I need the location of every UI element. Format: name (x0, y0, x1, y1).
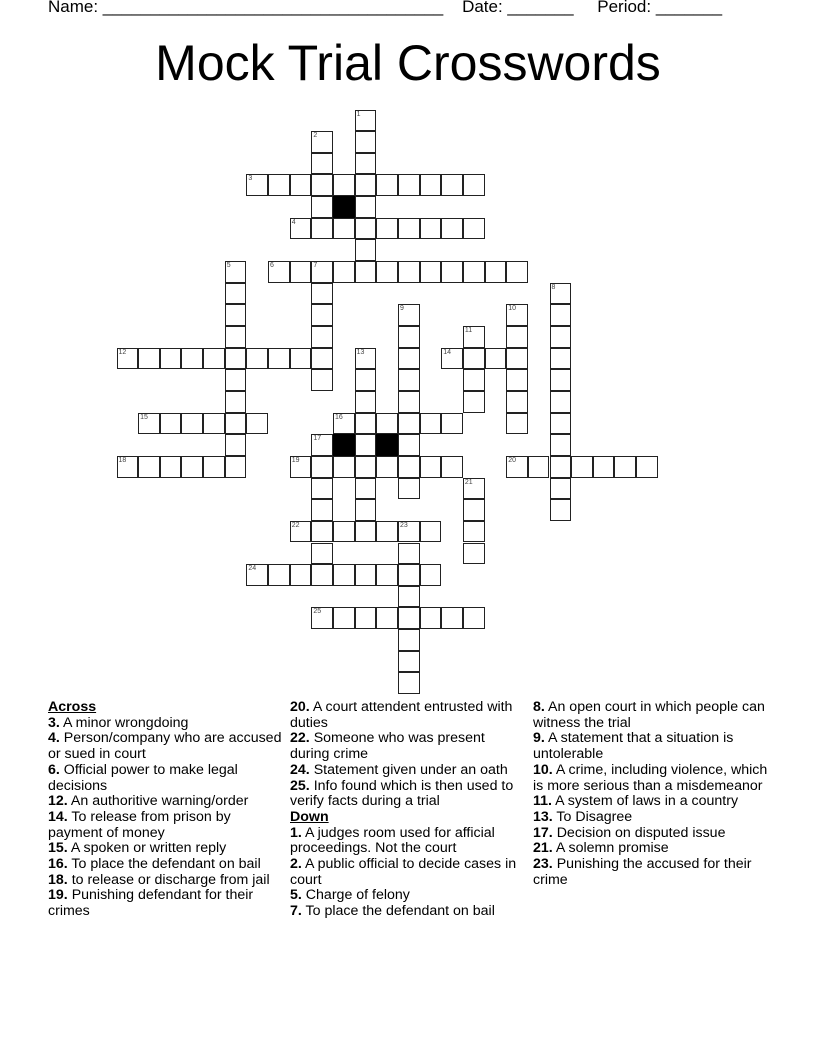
grid-cell[interactable] (463, 478, 485, 500)
grid-cell[interactable] (550, 391, 572, 413)
grid-cell[interactable] (355, 110, 377, 132)
block-cell (376, 434, 398, 456)
grid-cell[interactable] (614, 456, 636, 478)
grid-cell[interactable] (571, 456, 593, 478)
grid-cell[interactable] (355, 434, 377, 456)
grid-cell[interactable] (311, 153, 333, 175)
grid-cell[interactable] (463, 369, 485, 391)
grid-cell[interactable] (225, 369, 247, 391)
grid-cell[interactable] (225, 456, 247, 478)
clue-number: 18 (118, 456, 127, 464)
grid-cell[interactable] (311, 304, 333, 326)
grid-cell[interactable] (463, 218, 485, 240)
clue-across-18: 18. to release or discharge from jail (48, 871, 270, 888)
grid-cell[interactable] (311, 131, 333, 153)
grid-cell[interactable] (376, 564, 398, 586)
grid-cell[interactable] (203, 456, 225, 478)
grid-cell[interactable] (550, 369, 572, 391)
grid-cell[interactable] (506, 261, 528, 283)
period-field[interactable]: Period: _______ (597, 0, 723, 16)
grid-cell[interactable] (355, 456, 377, 478)
grid-cell[interactable] (203, 413, 225, 435)
grid-cell[interactable] (550, 326, 572, 348)
clue-number: 13 (356, 348, 365, 356)
grid-cell[interactable] (398, 651, 420, 673)
grid-cell[interactable] (290, 348, 312, 370)
grid-cell[interactable] (420, 413, 442, 435)
grid-cell[interactable] (246, 564, 268, 586)
clue-number: 16 (335, 413, 343, 421)
grid-cell[interactable] (160, 413, 182, 435)
clue-number: 9 (399, 305, 404, 313)
clue-number: 19 (291, 456, 300, 464)
grid-cell[interactable] (463, 607, 485, 629)
clue-across-25: 25. Info found which is then used to verify facts during a trial (290, 777, 514, 810)
grid-cell[interactable] (181, 413, 203, 435)
grid-cell[interactable] (355, 413, 377, 435)
grid-cell[interactable] (463, 543, 485, 565)
clue-down-9: 9. A statement that a situation is untolerable (533, 730, 734, 763)
grid-cell[interactable] (593, 456, 615, 478)
clue-down-13: 13. To Disagree (533, 808, 633, 825)
grid-cell[interactable] (376, 413, 398, 435)
grid-cell[interactable] (398, 543, 420, 565)
grid-cell[interactable] (225, 434, 247, 456)
grid-cell[interactable] (355, 239, 377, 261)
grid-cell[interactable] (355, 196, 377, 218)
grid-cell[interactable] (117, 348, 139, 370)
grid-cell[interactable] (311, 521, 333, 543)
clue-across-24: 24. Statement given under an oath (290, 761, 508, 778)
block-cell (333, 434, 355, 456)
grid-cell[interactable] (463, 326, 485, 348)
grid-cell[interactable] (355, 391, 377, 413)
grid-cell[interactable] (463, 499, 485, 521)
grid-cell[interactable] (550, 434, 572, 456)
clue-number: 5 (226, 262, 231, 270)
clue-across-15: 15. A spoken or written reply (48, 840, 227, 857)
grid-cell[interactable] (311, 369, 333, 391)
grid-cell[interactable] (506, 348, 528, 370)
grid-cell[interactable] (246, 413, 268, 435)
across-heading: Across (48, 699, 97, 715)
grid-cell[interactable] (268, 564, 290, 586)
grid-cell[interactable] (355, 521, 377, 543)
grid-cell[interactable] (485, 348, 507, 370)
grid-cell[interactable] (355, 261, 377, 283)
grid-cell[interactable] (398, 369, 420, 391)
grid-cell[interactable] (311, 478, 333, 500)
clue-down-17: 17. Decision on disputed issue (533, 824, 726, 841)
grid-cell[interactable] (398, 629, 420, 651)
grid-cell[interactable] (311, 499, 333, 521)
grid-cell[interactable] (160, 348, 182, 370)
grid-cell[interactable] (333, 218, 355, 240)
grid-cell[interactable] (550, 413, 572, 435)
grid-cell[interactable] (203, 348, 225, 370)
grid-cell[interactable] (398, 218, 420, 240)
grid-cell[interactable] (181, 456, 203, 478)
down-heading: Down (290, 808, 329, 825)
grid-cell[interactable] (398, 413, 420, 435)
grid-cell[interactable] (376, 261, 398, 283)
grid-cell[interactable] (376, 174, 398, 196)
clue-down-21: 21. A solemn promise (533, 840, 669, 857)
grid-cell[interactable] (290, 218, 312, 240)
grid-cell[interactable] (550, 348, 572, 370)
grid-cell[interactable] (398, 586, 420, 608)
grid-cell[interactable] (398, 521, 420, 543)
clue-across-12: 12. An authoritive warning/order (48, 793, 249, 810)
clue-number: 17 (313, 435, 322, 443)
grid-cell[interactable] (225, 304, 247, 326)
clues-column-2 (290, 700, 525, 920)
clue-number: 12 (118, 348, 127, 356)
clue-number: 11 (464, 327, 473, 334)
grid-cell[interactable] (225, 261, 247, 283)
grid-cell[interactable] (311, 261, 333, 283)
crossword-grid (117, 110, 677, 710)
grid-cell[interactable] (636, 456, 658, 478)
grid-cell[interactable] (311, 564, 333, 586)
grid-cell[interactable] (485, 261, 507, 283)
grid-cell[interactable] (333, 607, 355, 629)
clue-down-8: 8. An open court in which people can witness the trial (533, 699, 765, 731)
grid-cell[interactable] (376, 456, 398, 478)
grid-cell[interactable] (398, 174, 420, 196)
clue-number: 25 (313, 608, 322, 616)
grid-cell[interactable] (290, 521, 312, 543)
grid-cell[interactable] (246, 348, 268, 370)
block-cell (333, 196, 355, 218)
grid-cell[interactable] (420, 456, 442, 478)
grid-cell[interactable] (441, 456, 463, 478)
clue-across-6: 6. Official power to make legal decisions (48, 761, 238, 794)
grid-cell[interactable] (506, 369, 528, 391)
grid-cell[interactable] (528, 456, 550, 478)
grid-cell[interactable] (355, 131, 377, 153)
grid-cell[interactable] (506, 391, 528, 413)
grid-cell[interactable] (311, 348, 333, 370)
grid-cell[interactable] (333, 174, 355, 196)
grid-cell[interactable] (225, 391, 247, 413)
name-field[interactable]: Name: ____________________________________ (48, 0, 444, 16)
grid-cell[interactable] (160, 456, 182, 478)
grid-cell[interactable] (355, 153, 377, 175)
grid-cell[interactable] (311, 196, 333, 218)
clue-down-11: 11. A system of laws in a country (533, 793, 739, 810)
grid-cell[interactable] (181, 348, 203, 370)
clue-across-3: 3. A minor wrongdoing (48, 714, 189, 731)
clue-number: 6 (270, 262, 274, 270)
clue-down-7: 7. To place the defendant on bail (290, 903, 495, 920)
grid-cell[interactable] (398, 434, 420, 456)
grid-cell[interactable] (398, 391, 420, 413)
grid-cell[interactable] (311, 283, 333, 305)
clue-across-14: 14. To release from prison by payment of money (48, 808, 231, 841)
grid-cell[interactable] (550, 456, 572, 478)
grid-cell[interactable] (290, 261, 312, 283)
clue-number: 3 (248, 175, 253, 183)
grid-cell[interactable] (138, 348, 160, 370)
grid-cell[interactable] (398, 456, 420, 478)
grid-cell[interactable] (463, 348, 485, 370)
grid-cell[interactable] (355, 478, 377, 500)
grid-cell[interactable] (225, 348, 247, 370)
grid-cell[interactable] (290, 174, 312, 196)
grid-cell[interactable] (355, 499, 377, 521)
grid-cell[interactable] (398, 261, 420, 283)
grid-cell[interactable] (441, 413, 463, 435)
grid-cell[interactable] (311, 174, 333, 196)
clue-number: 1 (356, 110, 361, 118)
grid-cell[interactable] (138, 413, 160, 435)
grid-cell[interactable] (311, 326, 333, 348)
clue-across-4: 4. Person/company who are accused or sued in court (48, 730, 282, 763)
grid-cell[interactable] (117, 456, 139, 478)
grid-cell[interactable] (355, 369, 377, 391)
grid-cell[interactable] (506, 456, 528, 478)
clue-number: 24 (248, 565, 257, 573)
clue-across-16: 16. To place the defendant on bail (48, 856, 261, 873)
grid-cell[interactable] (355, 607, 377, 629)
grid-cell[interactable] (441, 261, 463, 283)
grid-cell[interactable] (463, 174, 485, 196)
grid-cell[interactable] (441, 348, 463, 370)
grid-cell[interactable] (311, 434, 333, 456)
grid-cell[interactable] (463, 261, 485, 283)
grid-cell[interactable] (290, 564, 312, 586)
grid-cell[interactable] (376, 218, 398, 240)
clue-number: 23 (399, 521, 408, 529)
clue-number: 10 (508, 305, 516, 313)
clue-down-1: 1. A judges room used for afficial proceedings. Not the court (290, 824, 495, 857)
grid-cell[interactable] (138, 456, 160, 478)
grid-cell[interactable] (506, 304, 528, 326)
grid-cell[interactable] (398, 304, 420, 326)
grid-cell[interactable] (420, 521, 442, 543)
grid-cell[interactable] (398, 348, 420, 370)
clue-number: 4 (291, 218, 296, 226)
clue-number: 22 (291, 521, 300, 529)
grid-cell[interactable] (333, 413, 355, 435)
grid-cell[interactable] (225, 413, 247, 435)
grid-cell[interactable] (506, 326, 528, 348)
grid-cell[interactable] (225, 283, 247, 305)
grid-cell[interactable] (268, 348, 290, 370)
grid-cell[interactable] (398, 564, 420, 586)
grid-cell[interactable] (550, 478, 572, 500)
clues-column-1 (48, 700, 283, 920)
clue-down-10: 10. A crime, including violence, which is more serious than a misdemeanor (533, 761, 768, 794)
clue-down-23: 23. Punishing the accused for their crime (533, 856, 752, 888)
clue-number: 2 (313, 132, 318, 140)
grid-cell[interactable] (463, 521, 485, 543)
grid-cell[interactable] (355, 564, 377, 586)
grid-cell[interactable] (290, 456, 312, 478)
grid-cell[interactable] (420, 261, 442, 283)
grid-cell[interactable] (311, 607, 333, 629)
grid-cell[interactable] (333, 261, 355, 283)
grid-cell[interactable] (398, 326, 420, 348)
grid-cell[interactable] (420, 564, 442, 586)
grid-cell[interactable] (420, 218, 442, 240)
grid-cell[interactable] (376, 521, 398, 543)
grid-cell[interactable] (333, 521, 355, 543)
clue-number: 15 (140, 413, 148, 421)
clue-number: 7 (313, 262, 318, 270)
grid-cell[interactable] (355, 218, 377, 240)
grid-cell[interactable] (550, 304, 572, 326)
grid-cell[interactable] (441, 607, 463, 629)
grid-cell[interactable] (355, 174, 377, 196)
grid-cell[interactable] (311, 543, 333, 565)
grid-cell[interactable] (441, 218, 463, 240)
grid-cell[interactable] (311, 218, 333, 240)
grid-cell[interactable] (333, 456, 355, 478)
worksheet-header (48, 0, 722, 17)
grid-cell[interactable] (376, 607, 398, 629)
clue-across-19: 19. Punishing defendant for their crimes (48, 887, 254, 920)
grid-cell[interactable] (506, 413, 528, 435)
clue-number: 14 (443, 348, 452, 356)
grid-cell[interactable] (398, 672, 420, 694)
grid-cell[interactable] (355, 348, 377, 370)
grid-cell[interactable] (550, 499, 572, 521)
grid-cell[interactable] (268, 261, 290, 283)
grid-cell[interactable] (398, 607, 420, 629)
grid-cell[interactable] (333, 564, 355, 586)
page-title: Mock Trial Crosswords (155, 35, 661, 91)
clue-number: 20 (508, 456, 516, 464)
grid-cell[interactable] (311, 456, 333, 478)
clues-column-3 (533, 700, 773, 888)
grid-cell[interactable] (463, 391, 485, 413)
grid-cell[interactable] (420, 607, 442, 629)
clue-down-5: 5. Charge of felony (290, 887, 410, 904)
clue-number: 8 (551, 283, 556, 291)
grid-cell[interactable] (441, 174, 463, 196)
grid-cell[interactable] (246, 174, 268, 196)
clue-across-20: 20. A court attendent entrusted with duties (290, 699, 513, 731)
grid-cell[interactable] (398, 478, 420, 500)
grid-cell[interactable] (268, 174, 290, 196)
grid-cell[interactable] (550, 283, 572, 305)
grid-cell[interactable] (225, 326, 247, 348)
grid-cell[interactable] (420, 174, 442, 196)
clue-number: 21 (464, 478, 473, 486)
date-field[interactable]: Date: _______ (462, 0, 574, 16)
clue-across-22: 22. Someone who was present during crime (290, 730, 485, 763)
clue-down-2: 2. A public official to decide cases in court (290, 856, 517, 888)
